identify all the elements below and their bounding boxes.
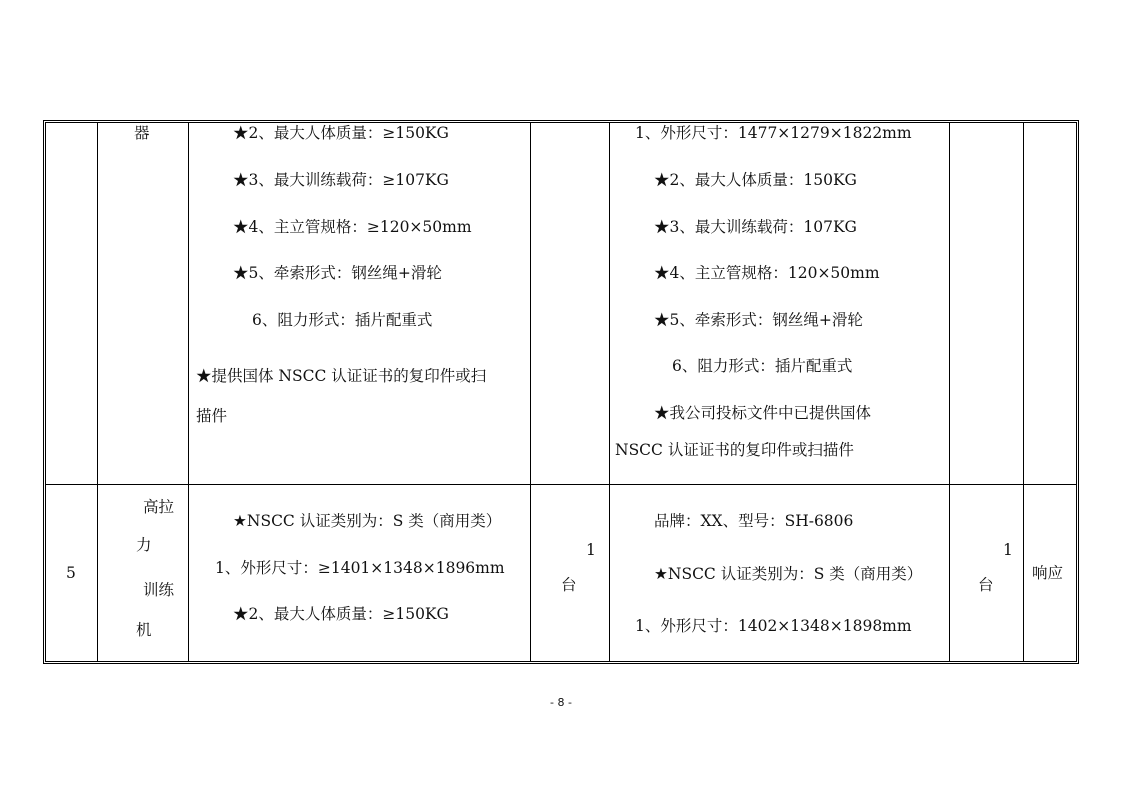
item-name-line: 机 — [136, 621, 152, 639]
requirement-line: ★3、最大训练载荷：≥107KG — [233, 171, 449, 189]
requirement-line: ★2、最大人体质量：≥150KG — [233, 605, 449, 623]
col-divider — [949, 123, 950, 661]
item-name-line: 高拉 — [143, 498, 175, 516]
response-line: 1、外形尺寸：1477×1279×1822mm — [635, 124, 912, 142]
item-name-tail: 器 — [134, 124, 150, 142]
quantity-number: 1 — [586, 541, 596, 559]
col-divider — [188, 123, 189, 661]
compliance-status: 响应 — [1032, 564, 1064, 582]
response-line: ★我公司投标文件中已提供国体 — [654, 404, 872, 422]
requirement-line: ★NSCC 认证类别为：S 类（商用类） — [233, 512, 502, 530]
quantity-unit: 台 — [561, 576, 577, 594]
col-divider — [609, 123, 610, 661]
response-line: ★3、最大训练载荷：107KG — [654, 218, 857, 236]
response-line: 6、阻力形式：插片配重式 — [672, 357, 853, 375]
response-quantity-unit: 台 — [978, 576, 994, 594]
requirement-line: ★2、最大人体质量：≥150KG — [233, 124, 449, 142]
col-divider — [97, 123, 98, 661]
col-divider — [1023, 123, 1024, 661]
requirement-line: ★提供国体 NSCC 认证证书的复印件或扫 — [196, 367, 487, 385]
response-line: ★4、主立管规格：120×50mm — [654, 264, 880, 282]
item-name-line: 力 — [136, 536, 152, 554]
requirement-line: 描件 — [196, 407, 228, 425]
requirement-line: ★5、牵索形式：钢丝绳+滑轮 — [233, 264, 442, 282]
row-index: 5 — [66, 564, 76, 582]
response-line: 品牌：XX、型号：SH-6806 — [654, 512, 854, 530]
requirement-line: 1、外形尺寸：≥1401×1348×1896mm — [215, 559, 505, 577]
requirement-line: 6、阻力形式：插片配重式 — [252, 311, 433, 329]
requirement-line: ★4、主立管规格：≥120×50mm — [233, 218, 472, 236]
response-line: ★2、最大人体质量：150KG — [654, 171, 857, 189]
response-line: ★NSCC 认证类别为：S 类（商用类） — [654, 565, 923, 583]
item-name-line: 训练 — [143, 581, 175, 599]
page-number: - 8 - — [550, 696, 572, 709]
row-divider — [46, 484, 1076, 485]
response-line: NSCC 认证证书的复印件或扫描件 — [615, 441, 854, 459]
response-quantity-number: 1 — [1003, 541, 1013, 559]
response-line: ★5、牵索形式：钢丝绳+滑轮 — [654, 311, 863, 329]
response-line: 1、外形尺寸：1402×1348×1898mm — [635, 617, 912, 635]
col-divider — [530, 123, 531, 661]
